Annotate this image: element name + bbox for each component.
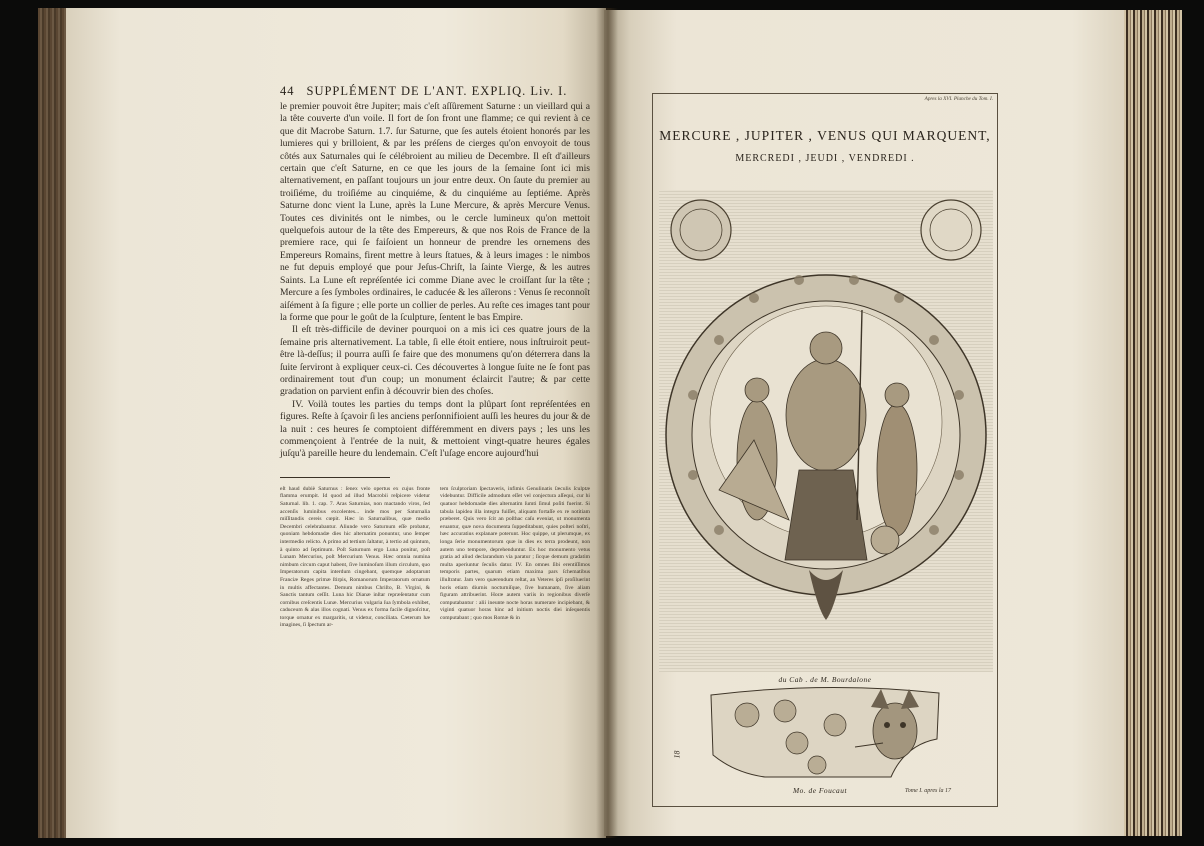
engraving-roundel bbox=[659, 190, 993, 672]
footnote-column-left bbox=[280, 486, 430, 630]
running-header bbox=[280, 84, 590, 99]
engraved-plate bbox=[652, 93, 998, 807]
footnote-column-right bbox=[440, 486, 590, 630]
footnote-text: tem ſculptoriam ſpectaveris, infimis Genulinatis ſæculis ſculptæ videbuntur. Difficile admodum eſſet vel conjectura aſſequi, cur hi quatuor hebdomadæ dies alternatim ſumti ſimul poſiti fuerint. Si tabula lapidea illa integra fuiſſet, aliquam fortaſſe ex re notitiam præberet. Quis vero ſcit an poſthac caſu eveniat, ut monumenta eruantur, quæ nova documenta ſuppeditabunt, quies poſteri noſtri, hæc accuratius explanare poterunt. Hoc quippe, ut plerumque, ex longa ſerie monumentorum quæ in dies ex terra prodeunt, non autem uno tempore, deprehenduntur. Ex hoc monumento vetus gratia ad aliud declarandum via paratur ; ſicque demum gradatim multa aperiuntur ſeculis datur. IV. En omnes ſibi erentiſſimos temporis partes, quarum etiam maxima pars ſchematibus illuſtratur. Jam vero quærendum reſtat, an Veteres ipſi proſiluerint horis etiam diurnis nocturniſque, ſive humanam, ſive aliam figuram attribuerint. Horæ autem variis in regionibus diverſe computabantur : alii ineunte nocte horas numerare incipiebant, & viginti quatuor horas hinc ad initium noctis diei inſequentis computabant ; quo mos Romæ & in bbox=[440, 485, 590, 621]
relief-illustration bbox=[705, 685, 945, 781]
page-number: 44 bbox=[280, 84, 295, 98]
footnote-text: eſt haud dubiè Saturnus : ſenex velo opertus ex cujus fronte flamma erumpit. Id quod ad illud Macrobii reſpicere videtur Saturnal. lib. 1. cap. 7. Aras Saturnias, non mactando viros, ſed accenſis luminibus excolentes... inde mos per Saturnalia miſſitandis cereis cœpit. Hæc in Saturnalibus, quæ medio Decembri celebrabantur. Aliunde vero Saturnum eſſe probatur, quoniam hebdomadæ dies hic alternatim ponuntur, uno ſemper intermedio relicto. A primo ad tertium ſaltatur, à tertio ad quintum, à quinto ad ſeptimum. Poſt Saturnum ergo Luna ponitur, poſt Lunam Mercurius, poſt Mercurium Venus. Hæc omnia numina nimbum circum caput habent, ſive luminoſum illum circulum, quo Imperatorum capita interdum cingebant, quemque adoptarunt Franciæ Reges primæ ſtirpis, Romanorum Imperatorum ornatum in multis affectantes. Demum nimbus Chriſto, B. Virgini, & Sanctis tantum ceſſit. Luna hic Dianæ inſtar repræſentatur cum cornibus creſcentis Lunæ. Mercurius vulgaria ſua ſymbola exhibet, caduceum & alas illos cognati. Venus ex forma facile dignoſcitur, torque ornatur ex margaritis, ut videtur, conciliata. Cæterum hæ imagines, ſi ſpectum ar- bbox=[280, 485, 430, 629]
footnotes bbox=[280, 486, 590, 630]
engraving-illustration bbox=[659, 190, 993, 672]
running-head: SUPPLÉMENT DE L'ANT. EXPLIQ. Liv. I. bbox=[306, 84, 568, 98]
footnote-rule bbox=[280, 477, 390, 478]
volume-reference: Tome I. apres la 17 bbox=[905, 788, 952, 794]
left-page-text bbox=[280, 84, 590, 630]
paragraph: Il eſt très-difficile de deviner pourquoi on a mis ici ces quatre jours de la ſemaine pris alternativement. La table, ſi elle étoit entiere, nous inſtruiroit peut-être là-deſſus; il pourra auſſi ſe faire que des monumens qu'on déterrera dans la ſuite ſerviront à expliquer ceux-ci. Ces découvertes à longue ſuite ne ſe font pas ordinairement tout d'un coup; un monument éclaircit l'autre; & par cette gradation on parvient enfin à découvrir bien des choſes. bbox=[280, 324, 590, 398]
paragraph: IV. Voilà toutes les parties du temps dont la plûpart ſont repréſentées en figures. Reſte à ſçavoir ſi les anciens perſonnifioient auſſi les heures du jour & de la nuit : ces heures ſe comptoient différemment en divers pays ; les uns les commençoient à l'entrée de la nuit, & mettoient vingt-quatre heures égales juſqu'à pareille heure du lendemain. C'eſt l'uſage encore aujourd'hui bbox=[280, 398, 590, 460]
main-text bbox=[280, 101, 590, 461]
left-page-edges bbox=[38, 8, 68, 838]
caption-source: Mo. de Foucaut bbox=[793, 786, 847, 795]
plate-subtitle: MERCREDI , JEUDI , VENDREDI . bbox=[735, 153, 915, 164]
relief-fragment bbox=[705, 685, 945, 781]
plate-reference: Apres la XVI. Planche du Tom. I. bbox=[924, 96, 993, 102]
book-gutter bbox=[596, 8, 618, 838]
caption-collection: du Cab . de M. Bourdalone bbox=[778, 675, 872, 684]
plate-margin-number: 18 bbox=[672, 750, 682, 759]
plate-title: MERCURE , JUPITER , VENUS QUI MARQUENT, bbox=[659, 128, 991, 143]
paragraph: le premier pouvoit être Jupiter; mais c'eſt aſſûrement Saturne : un vieillard qui a la tête couverte d'un voile. Il fort de ſon front une flamme; ce qui revient à ce que dit Macrobe Saturn. 1.7. ſur Saturne, que ſes autels étoient honorés par les lumieres qui y brilloient, & par les préſens de cierges qu'on envoyoit de tous côtés aux Saturnales qui ſe célébroient au milieu de Decembre. Il eſt d'ailleurs certain que c'eſt Saturne, en ce que les jours de la ſemaine ſont ici mis alternativement, en paſſant toujours un jour entre deux. On ſaute du premier au troiſiéme, du troiſiéme au cinquiéme, & du cinquiéme au ſeptiéme. Après Saturne donc vient la Lune, après la Lune Mercure, & après Mercure Venus. Toutes ces divinités ont le nimbes, ou le cercle lumineux qu'on mettoit quelquefois autour de la tête des Empereurs, & que nos Rois de France de la premiere race, qui ſe faiſoient un honneur de prendre les ornemens des Empereurs Romains, firent mettre à leurs ſtatues, & à leurs images : le nimbos ne fut depuis employé que pour Jeſus-Chriſt, la ſainte Vierge, & les autres Saints. La Lune eſt repréſentée ici comme Diane avec le croiſſant ſur la tête ; Mercure a ſes ſymboles ordinaires, le caducée & les aîlerons : Venus ſe reconnoît aiſément à ſa figure ; elle porte un collier de perles. Au reſte ces images tant pour la forme que pour le goût de la ſculpture, ſentent le bas Empire. bbox=[280, 101, 590, 323]
